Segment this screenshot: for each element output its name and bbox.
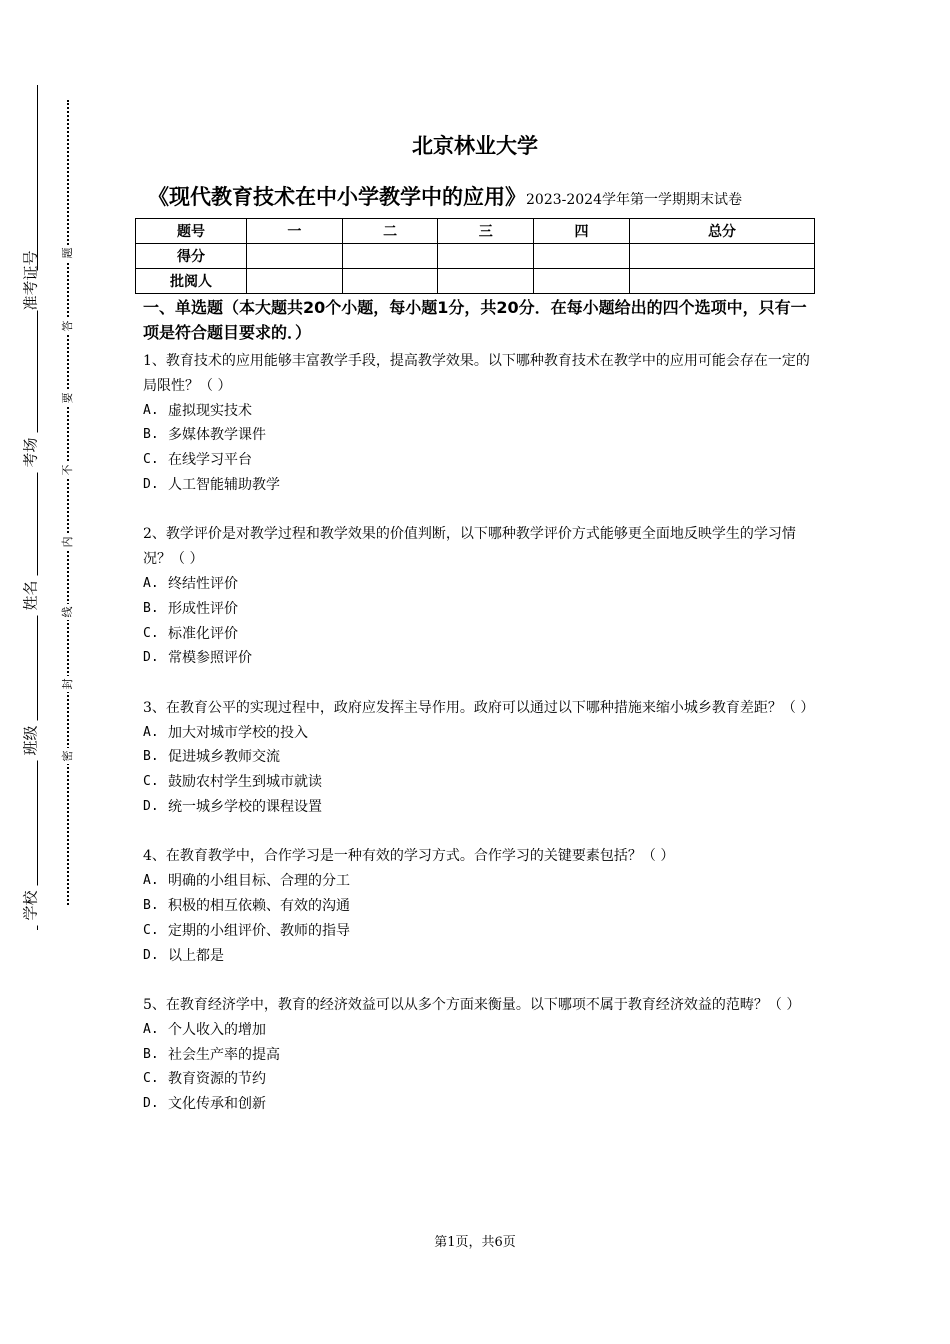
score-header-cell: 四 — [534, 219, 630, 244]
question-stem: 3、在教育公平的实现过程中，政府应发挥主导作用。政府可以通过以下哪种措施来缩小城乡教育差距？（ ） — [143, 699, 815, 716]
exam-content — [143, 295, 815, 1141]
option-letter: B. — [143, 600, 159, 616]
option-letter: A. — [143, 1021, 159, 1037]
option — [143, 944, 811, 969]
option — [143, 646, 811, 671]
score-cell — [534, 269, 630, 294]
option-letter: B. — [143, 1046, 159, 1062]
exam-title — [148, 181, 742, 211]
seal-char: 不 — [59, 462, 75, 478]
option-letter: A. — [143, 873, 159, 889]
option — [143, 745, 811, 770]
seal-char: 线 — [59, 604, 75, 620]
option-text: 多媒体教学课件 — [168, 427, 266, 444]
school-title: 北京林业大学 — [412, 134, 538, 158]
option-letter: C. — [143, 774, 159, 790]
seal-char: 密 — [59, 748, 75, 764]
option-letter: D. — [143, 798, 159, 814]
option-text: 明确的小组目标、合理的分工 — [168, 873, 350, 890]
seal-char: 答 — [59, 318, 75, 334]
question — [143, 349, 811, 498]
score-table-header-row — [136, 219, 815, 244]
seal-char: 内 — [59, 534, 75, 550]
score-header-cell: 一 — [247, 219, 343, 244]
option-text: 加大对城市学校的投入 — [168, 724, 308, 741]
score-cell — [438, 244, 534, 269]
option — [143, 894, 811, 919]
page-footer: 第1页，共6页 — [434, 1235, 516, 1250]
score-cell — [629, 244, 814, 269]
option-text: 鼓励农村学生到城市就读 — [168, 774, 322, 791]
option-letter: C. — [143, 922, 159, 938]
option — [143, 1043, 811, 1068]
term-label: 2023-2024学年第一学期期末试卷 — [526, 192, 742, 208]
section-heading: 一、单选题（本大题共20个小题，每小题1分，共20分．在每小题给出的四个选项中，只有一项是符合题目要求的．） — [143, 298, 807, 342]
option-text: 终结性评价 — [168, 575, 238, 592]
score-cell — [342, 269, 438, 294]
score-header-cell: 总分 — [629, 219, 814, 244]
question — [143, 993, 811, 1117]
option-text: 积极的相互依赖、有效的沟通 — [168, 897, 350, 914]
score-table-row — [136, 244, 815, 269]
option-text: 社会生产率的提高 — [168, 1046, 280, 1063]
option-letter: C. — [143, 1071, 159, 1087]
option-text: 文化传承和创新 — [168, 1096, 266, 1113]
seal-char: 题 — [59, 245, 75, 261]
question — [143, 696, 815, 820]
option — [143, 795, 811, 820]
option — [143, 423, 811, 448]
option-letter: A. — [143, 575, 159, 591]
option-text: 教育资源的节约 — [168, 1071, 266, 1088]
option-text: 标准化评价 — [168, 625, 238, 642]
question — [143, 844, 811, 968]
field-label-class: 班级 — [20, 721, 41, 761]
option — [143, 770, 811, 795]
option — [143, 919, 811, 944]
option — [143, 622, 811, 647]
score-cell — [438, 269, 534, 294]
seal-char: 封 — [59, 676, 75, 692]
question-stem: 4、在教育教学中，合作学习是一种有效的学习方式。合作学习的关键要素包括？（ ） — [143, 848, 675, 865]
question-stem: 5、在教育经济学中，教育的经济效益可以从多个方面来衡量。以下哪项不属于教育经济效益的范畴？（ ） — [143, 996, 801, 1013]
binding-line — [37, 85, 38, 930]
field-label-school: 学校 — [20, 886, 41, 926]
option — [143, 473, 811, 498]
option-text: 人工智能辅助教学 — [168, 476, 280, 493]
course-title: 《现代教育技术在中小学教学中的应用》 — [148, 185, 526, 209]
option — [143, 869, 811, 894]
score-cell — [629, 269, 814, 294]
option-text: 定期的小组评价、教师的指导 — [168, 922, 350, 939]
option-text: 个人收入的增加 — [168, 1021, 266, 1038]
option-text: 以上都是 — [168, 947, 224, 964]
score-cell — [247, 269, 343, 294]
option-letter: D. — [143, 476, 159, 492]
option — [143, 721, 811, 746]
option — [143, 1092, 811, 1117]
seal-char: 要 — [59, 390, 75, 406]
option-text: 形成性评价 — [168, 600, 238, 617]
option-text: 虚拟现实技术 — [168, 402, 252, 419]
option-letter: C. — [143, 625, 159, 641]
score-header-cell: 二 — [342, 219, 438, 244]
score-cell — [247, 244, 343, 269]
score-table-row — [136, 269, 815, 294]
option-text: 统一城乡学校的课程设置 — [168, 798, 322, 815]
option-letter: B. — [143, 897, 159, 913]
option — [143, 572, 811, 597]
option — [143, 1018, 811, 1043]
score-row-label: 得分 — [136, 244, 247, 269]
option-text: 促进城乡教师交流 — [168, 749, 280, 766]
option-letter: B. — [143, 749, 159, 765]
option — [143, 597, 811, 622]
option-letter: C. — [143, 452, 159, 468]
field-label-name: 姓名 — [20, 576, 41, 616]
option-letter: A. — [143, 724, 159, 740]
option-text: 在线学习平台 — [168, 452, 252, 469]
score-table — [135, 218, 815, 294]
score-header-cell: 题号 — [136, 219, 247, 244]
option-text: 常模参照评价 — [168, 650, 252, 667]
score-cell — [342, 244, 438, 269]
binding-margin — [0, 0, 90, 1344]
option-letter: D. — [143, 1096, 159, 1112]
option — [143, 448, 811, 473]
field-label-exam-number: 准考证号 — [21, 250, 40, 311]
option — [143, 1067, 811, 1092]
score-header-cell: 三 — [438, 219, 534, 244]
question-stem: 1、教育技术的应用能够丰富教学手段，提高教学效果。以下哪种教育技术在教学中的应用可能会存在一定的局限性？（ ） — [143, 353, 810, 394]
score-row-label: 批阅人 — [136, 269, 247, 294]
score-cell — [534, 244, 630, 269]
option-letter: A. — [143, 402, 159, 418]
question — [143, 522, 811, 671]
option-letter: D. — [143, 947, 159, 963]
option-letter: B. — [143, 427, 159, 443]
question-stem: 2、教学评价是对教学过程和教学效果的价值判断，以下哪种教学评价方式能够更全面地反映学生的学习情况？（ ） — [143, 526, 796, 568]
option — [143, 399, 811, 424]
seal-dotted-line — [67, 100, 69, 905]
field-label-exam-room: 考场 — [20, 433, 41, 473]
option-letter: D. — [143, 650, 159, 666]
